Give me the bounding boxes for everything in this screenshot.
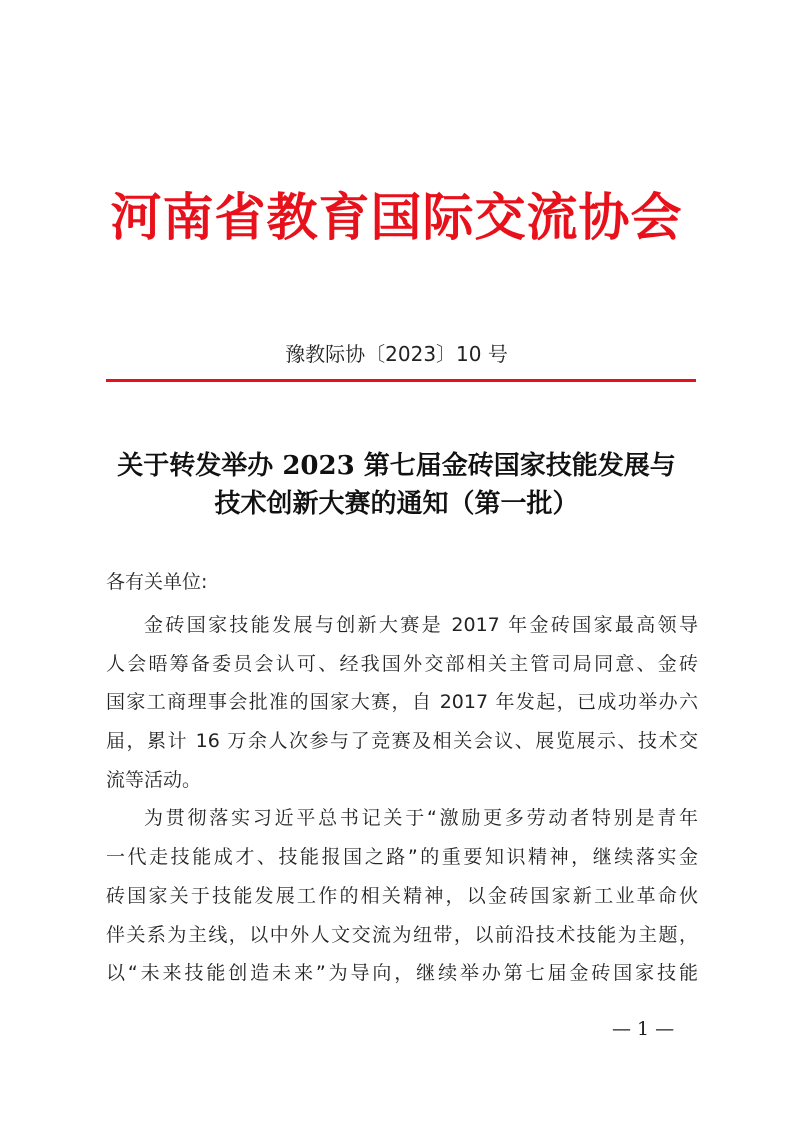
body-text bbox=[106, 606, 698, 993]
salutation: 各有关单位: bbox=[106, 571, 208, 593]
paragraph-line: 伴关系为主线，以中外人文交流为纽带，以前沿技术技能为主题， bbox=[106, 923, 698, 946]
paragraph-2 bbox=[106, 799, 698, 992]
document-number: 豫教际协〔2023〕10 号 bbox=[285, 342, 508, 366]
paragraph-line: 届，累计 16 万余人次参与了竞赛及相关会议、展览展示、技术交 bbox=[106, 730, 698, 753]
paragraph-line: 砖国家关于技能发展工作的相关精神，以金砖国家新工业革命伙 bbox=[106, 884, 698, 907]
paragraph-line: 一代走技能成才、技能报国之路”的重要知识精神，继续落实金 bbox=[106, 846, 698, 869]
paragraph-1 bbox=[106, 606, 698, 799]
paragraph-line: 金砖国家技能发展与创新大赛是 2017 年金砖国家最高领导 bbox=[144, 614, 698, 636]
title-line-2: 技术创新大赛的通知（第一批） bbox=[214, 489, 579, 519]
red-divider-line bbox=[106, 379, 696, 382]
organization-header: 河南省教育国际交流协会 bbox=[110, 188, 683, 248]
paragraph-line: 流等活动。 bbox=[106, 768, 202, 791]
document-title bbox=[90, 447, 703, 523]
page-number: — 1 — bbox=[612, 1018, 675, 1040]
paragraph-line: 人会晤筹备委员会认可、经我国外交部相关主管司局同意、金砖 bbox=[106, 652, 698, 675]
title-line-1: 关于转发举办 2023 第七届金砖国家技能发展与 bbox=[117, 451, 676, 481]
paragraph-line: 以“未来技能创造未来”为导向，继续举办第七届金砖国家技能 bbox=[106, 962, 698, 985]
paragraph-line: 国家工商理事会批准的国家大赛，自 2017 年发起，已成功举办六 bbox=[106, 691, 698, 714]
paragraph-line: 为贯彻落实习近平总书记关于“激励更多劳动者特别是青年 bbox=[144, 807, 698, 830]
